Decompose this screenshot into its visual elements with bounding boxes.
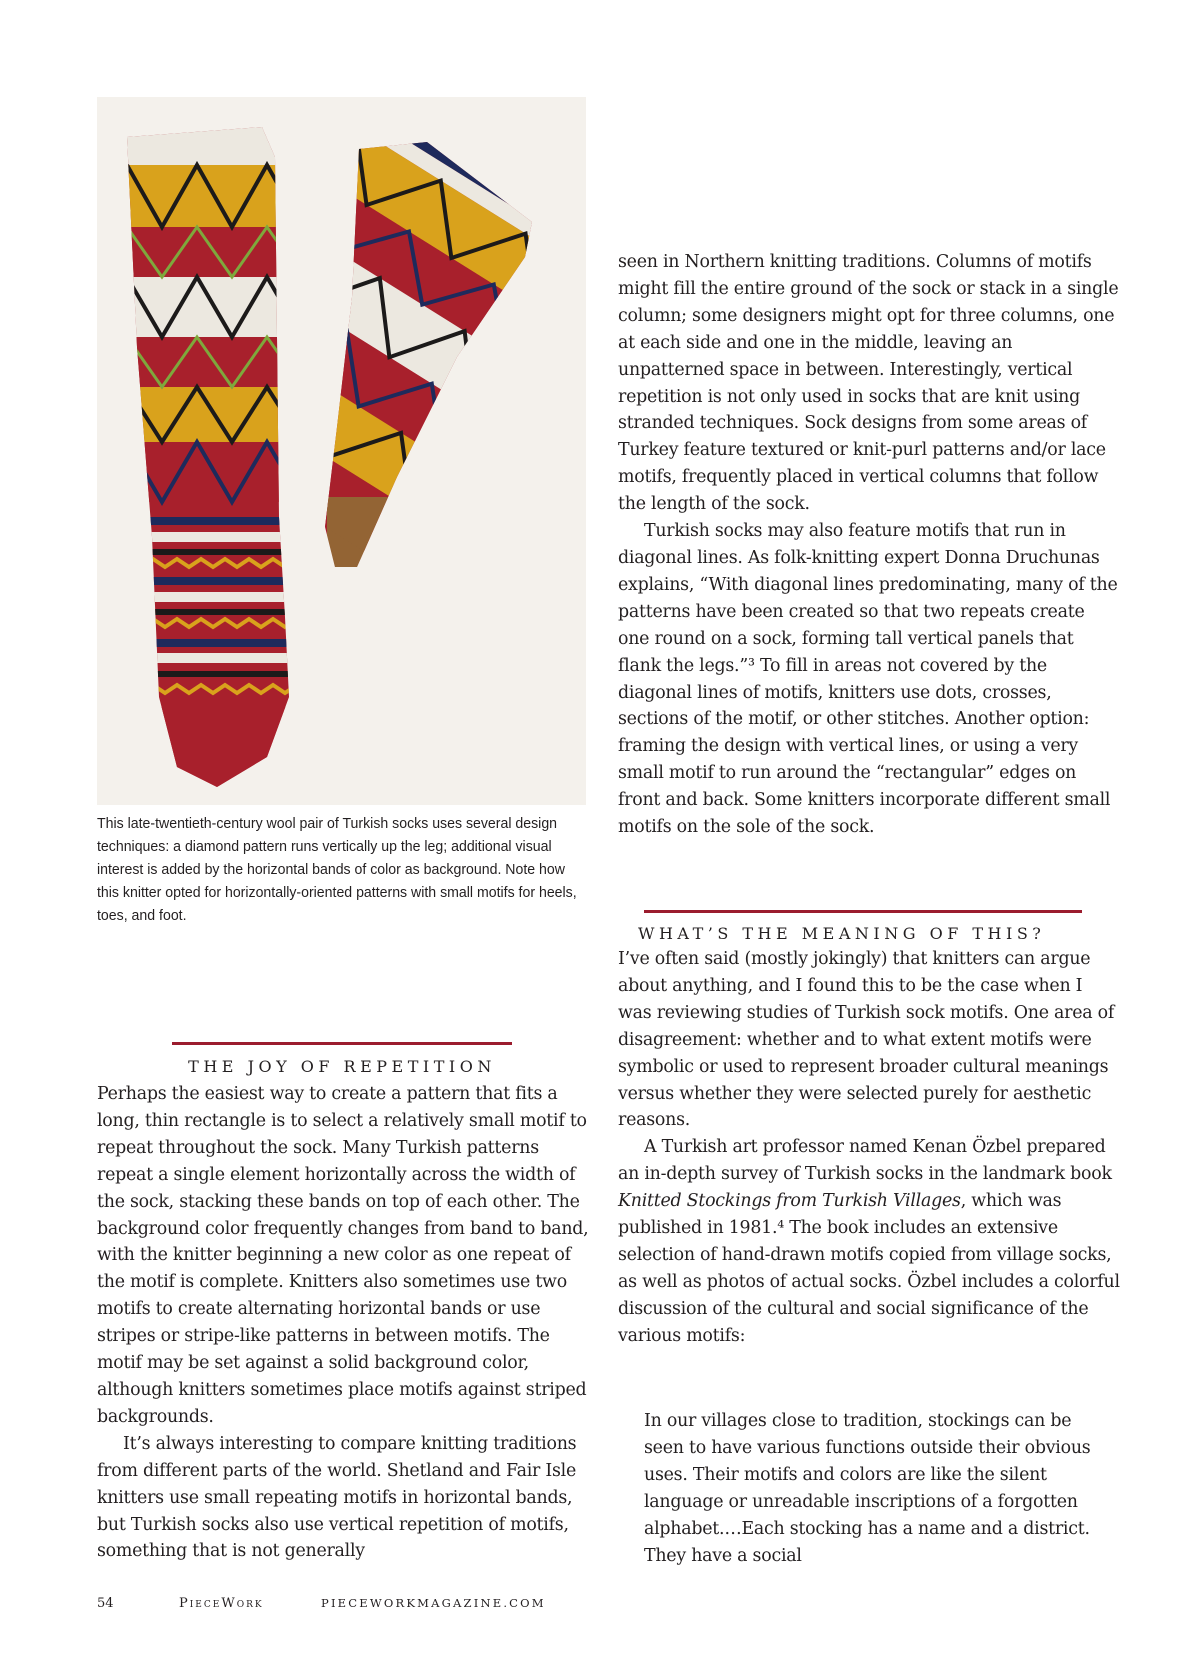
heading-rule — [172, 1042, 512, 1045]
paragraph: It’s always interesting to compare knitting traditions from different parts of the world. Shetland and Fair Isle knitters use small repeating motifs in horizontal bands, but Turkish socks also use vertical repetition of motifs, something that is not generally — [97, 1433, 577, 1562]
page-footer — [97, 1596, 546, 1611]
paragraph — [618, 1134, 1120, 1349]
sock-photo — [97, 97, 586, 805]
magazine-url: PIECEWORKMAGAZINE.COM — [321, 1596, 546, 1610]
paragraph: seen in Northern knitting traditions. Columns of motifs might fill the entire ground of the sock or stack in a single column; some designers might opt for three columns, one at each side and one in the middle, leaving an unpatterned space in between. Interestingly, vertical repetition is not only used in socks that are knit using stranded techniques. Sock designs from some areas of Turkey feature textured or knit-purl patterns and/or lace motifs, frequently placed in vertical columns that follow the length of the sock. — [618, 252, 1119, 515]
book-title: Knitted Stockings from Turkish Villages — [618, 1191, 961, 1212]
right-column-text-mid — [618, 946, 1120, 1350]
section-heading-block — [172, 1042, 512, 1076]
paragraph: Perhaps the easiest way to create a pattern that fits a long, thin rectangle is to select a relatively small motif to repeat throughout the sock. Many Turkish patterns repeat a single element horizontally across the width of the sock, stacking these bands on top of each other. The background color frequently changes from band to band, with the knitter beginning a new color as one repeat of the motif is complete. Knitters also sometimes use two motifs to create alternating horizontal bands or use stripes or stripe-like patterns in between motifs. The motif may be set against a solid background color, although knitters sometimes place motifs against striped backgrounds. — [97, 1084, 589, 1427]
section-heading-block — [644, 910, 1082, 913]
left-column-text — [97, 1081, 597, 1565]
text-span: , which was published in 1981.⁴ The book includes an extensive selection of hand-drawn motifs copied from village socks, as well as photos of actual socks. Özbel includes a colorful discussion of the cultural and social significance of the various motifs: — [618, 1191, 1120, 1346]
magazine-name: PieceWork — [179, 1596, 264, 1611]
quote-text: In our villages close to tradition, stockings can be seen to have various functions outside their obvious uses. Their motifs and colors are like the silent language or unreadable inscriptions of a forgotten alphabet.…Each stocking has a name and a district. They have a social — [644, 1411, 1091, 1566]
page-number: 54 — [97, 1596, 114, 1611]
block-quote — [644, 1408, 1114, 1569]
heading-rule — [644, 910, 1082, 913]
section-heading-repetition: THE JOY OF REPETITION — [188, 1057, 496, 1076]
turkish-socks-illustration — [97, 97, 586, 805]
right-column-text-top — [618, 249, 1120, 841]
photo-caption: This late-twentieth-century wool pair of Turkish socks uses several design techniques: a diamond pattern runs vertically up the leg; additional visual interest is added by the horizontal bands of color as background. Note how this knitter opted for horizontally-oriented patterns with small motifs for heels, toes, and foot. — [97, 815, 577, 924]
text-span: A Turkish art professor named Kenan Özbel prepared an in-depth survey of Turkish socks in the landmark book — [618, 1137, 1112, 1185]
section-heading-meaning: WHAT’S THE MEANING OF THIS? — [638, 924, 1046, 943]
paragraph: Turkish socks may also feature motifs that run in diagonal lines. As folk-knitting expert Donna Druchunas explains, “With diagonal lines predominating, many of the patterns have been created so that two repeats create one round on a sock, forming tall vertical panels that flank the legs.”³ To fill in areas not covered by the diagonal lines of motifs, knitters use dots, crosses, sections of the motif, or other stitches. Another option: framing the design with vertical lines, or using a very small motif to run around the “rectangular” edges on front and back. Some knitters incorporate different small motifs on the sole of the sock. — [618, 521, 1118, 838]
paragraph: I’ve often said (mostly jokingly) that knitters can argue about anything, and I found this to be the case when I was reviewing studies of Turkish sock motifs. One area of disagreement: whether and to what extent motifs were symbolic or used to represent broader cultural meanings versus whether they were selected purely for aesthetic reasons. — [618, 949, 1115, 1131]
